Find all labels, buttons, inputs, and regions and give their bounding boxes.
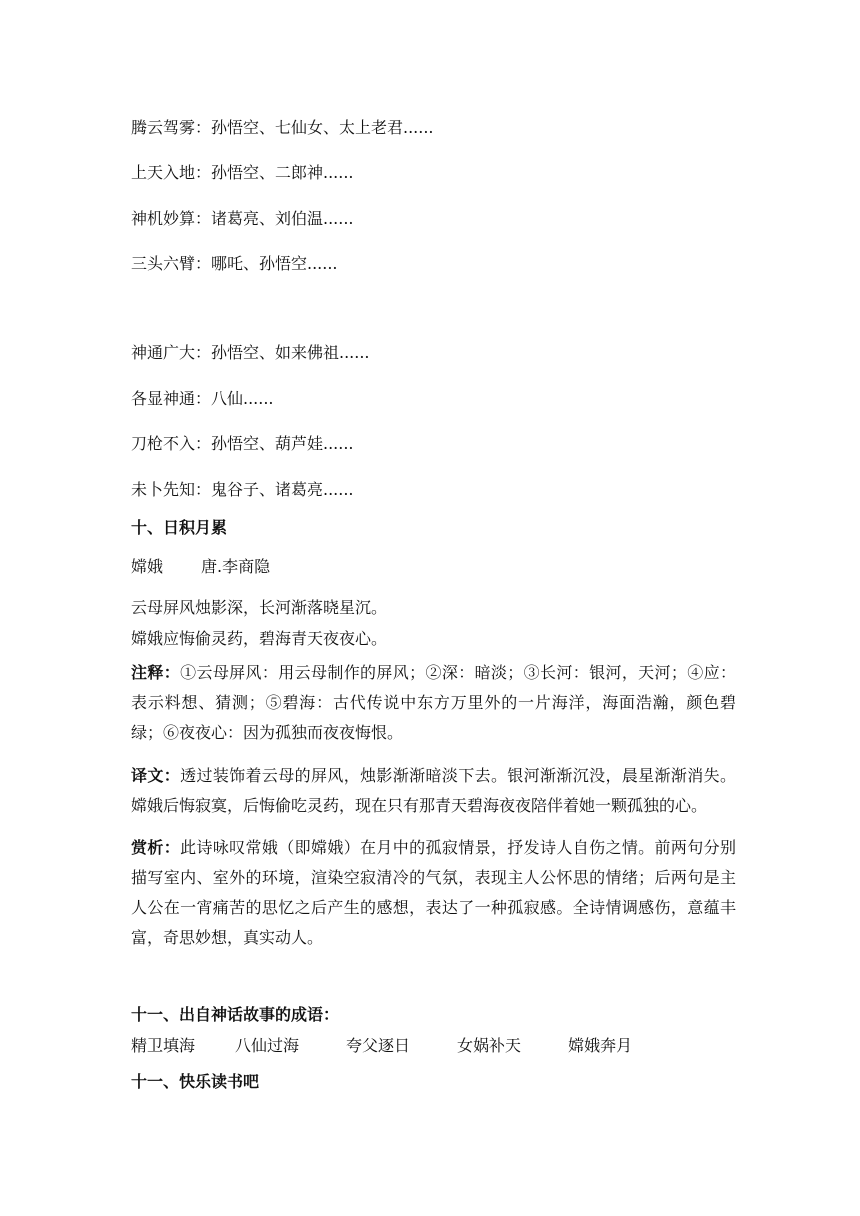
- appreciation-paragraph: [131, 833, 736, 953]
- poem-title: 嫦娥: [131, 557, 164, 576]
- translation-label: 译文：: [131, 766, 181, 785]
- idiom-line: 未卜先知：鬼谷子、诸葛亮......: [131, 480, 354, 499]
- idiom-line: 刀枪不入：孙悟空、葫芦娃......: [131, 434, 354, 453]
- notes-text: ①云母屏风：用云母制作的屏风；②深：暗淡；③长河：银河，天河；④应：表示料想、猜测；⑤碧海：古代传说中东方万里外的一片海洋，海面浩瀚，颜色碧绿；⑥夜夜心：因为孤独而夜夜悔恨。: [131, 663, 736, 742]
- notes-paragraph: [131, 658, 736, 748]
- notes-label: 注释：: [131, 663, 181, 682]
- poem-title-line: [131, 556, 270, 578]
- appreciation-label: 赏析：: [131, 838, 181, 857]
- myth-idiom: 女娲补天: [457, 1036, 522, 1055]
- idiom-line: 腾云驾雾：孙悟空、七仙女、太上老君......: [131, 118, 434, 137]
- section-heading: 十一、出自神话故事的成语：: [131, 1005, 340, 1024]
- appreciation-text: 此诗咏叹常娥（即嫦娥）在月中的孤寂情景，抒发诗人自伤之情。前两句分别描写室内、室外的环境，渲染空寂清冷的气氛，表现主人公怀思的情绪；后两句是主人公在一宵痛苦的思忆之后产生的感想，表达了一种孤寂感。全诗情调感伤，意蕴丰富，奇思妙想，真实动人。: [131, 838, 736, 947]
- idiom-line: 三头六臂：哪吒、孙悟空......: [131, 254, 338, 273]
- idiom-line: 神通广大：孙悟空、如来佛祖......: [131, 343, 370, 362]
- section-heading: 十一、快乐读书吧: [131, 1072, 260, 1091]
- poem-line: 嫦娥应悔偷灵药，碧海青天夜夜心。: [131, 629, 388, 648]
- section-heading: 十、日积月累: [131, 518, 228, 537]
- idiom-line: 各显神通：八仙......: [131, 389, 274, 408]
- myth-idiom: 夸父逐日: [346, 1036, 411, 1055]
- poem-author: 唐.李商隐: [201, 557, 271, 576]
- translation-text: 透过装饰着云母的屏风，烛影渐渐暗淡下去。银河渐渐沉没，晨星渐渐消失。嫦娥后悔寂寞，后悔偷吃灵药，现在只有那青天碧海夜夜陪伴着她一颗孤独的心。: [131, 766, 736, 815]
- translation-paragraph: [131, 761, 736, 821]
- myth-idiom-row: [131, 1035, 632, 1057]
- poem-line: 云母屏风烛影深，长河渐落晓星沉。: [131, 598, 388, 617]
- myth-idiom: 精卫填海: [131, 1036, 196, 1055]
- idiom-line: 神机妙算：诸葛亮、刘伯温......: [131, 209, 354, 228]
- myth-idiom: 八仙过海: [235, 1036, 300, 1055]
- myth-idiom: 嫦娥奔月: [568, 1036, 633, 1055]
- idiom-line: 上天入地：孙悟空、二郎神......: [131, 163, 354, 182]
